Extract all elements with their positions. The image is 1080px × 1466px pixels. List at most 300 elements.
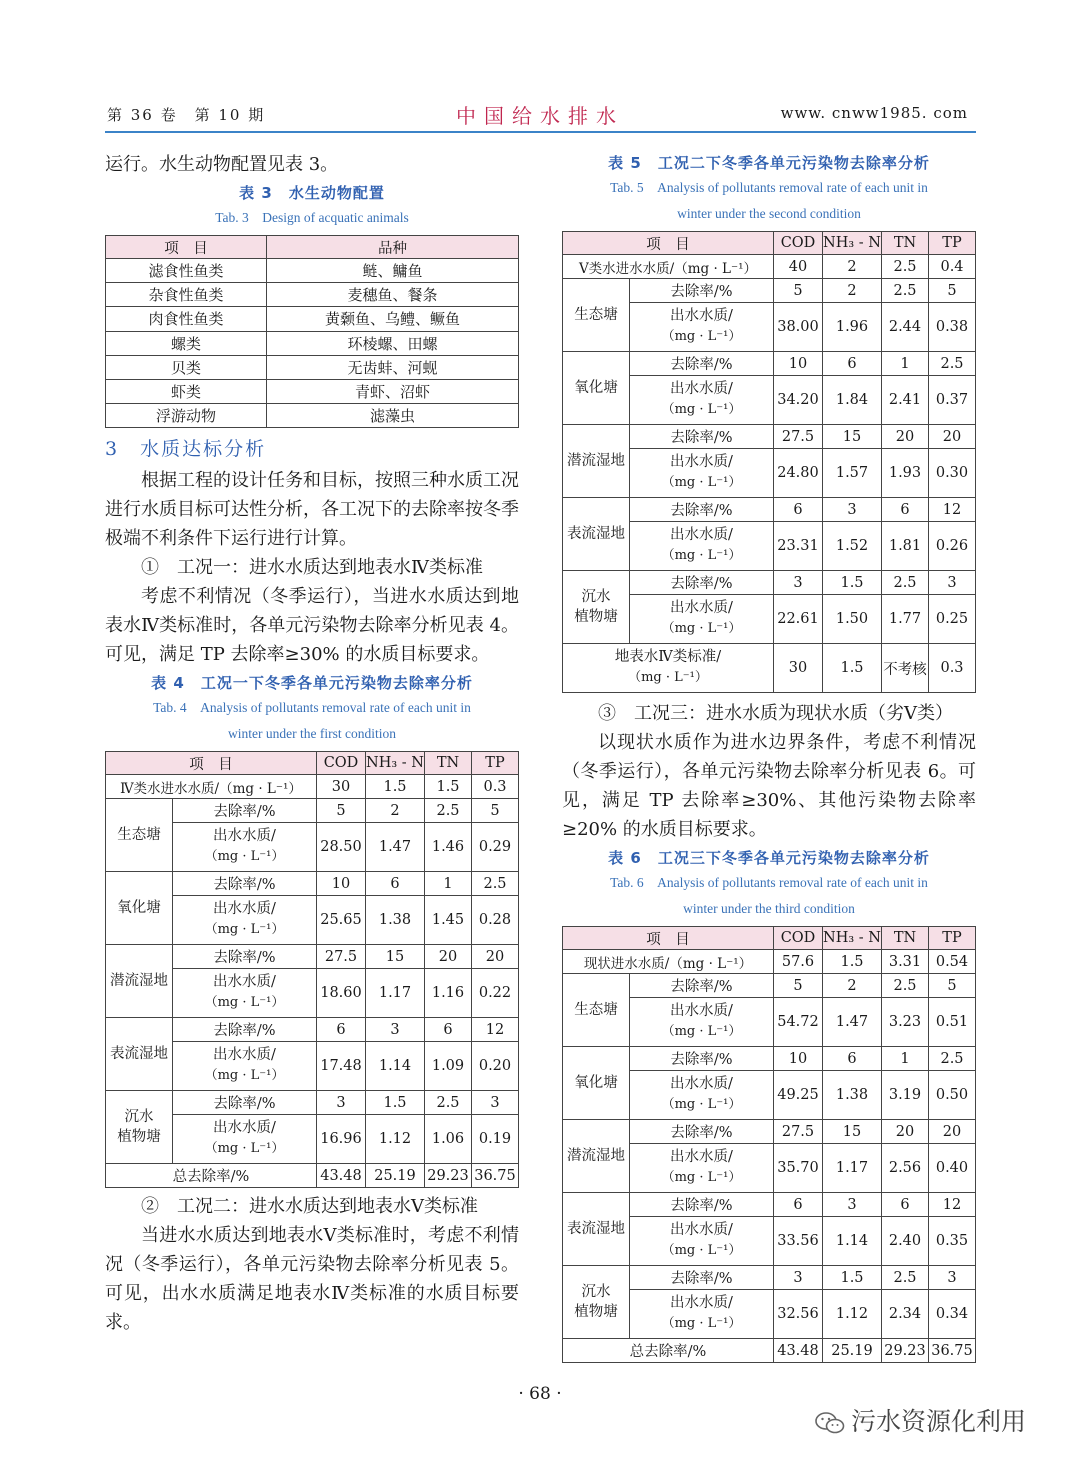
table-cell: 27.5 [774,425,823,449]
table-cell: 去除率/% [173,1018,317,1042]
table-cell: 1.5 [823,571,882,595]
effluent-label: 出水水质/ [670,1003,733,1019]
effluent-unit: （mg · L⁻¹） [204,922,285,938]
table-cell [630,1144,774,1193]
section-heading: 3 水质达标分析 [105,438,267,461]
table-header: TP [929,232,976,255]
table-cell: 1.09 [425,1042,472,1091]
table-cell: 0.40 [929,1144,976,1193]
table-cell: 贝类 [106,355,267,379]
table-cell: 滤食性鱼类 [106,259,267,283]
page-number: · 68 · [518,1384,562,1404]
effluent-label: 出水水质/ [670,1149,733,1165]
effluent-label: 出水水质/ [670,381,733,397]
table-cell: 去除率/% [630,1047,774,1071]
table-cell: 黄颡鱼、乌鳢、鳜鱼 [267,307,519,331]
table-cell: 6 [366,872,425,896]
table-cell: 总去除率/% [563,1339,774,1363]
table-row [563,352,976,376]
table-cell: 3 [774,1266,823,1290]
paragraph: 考虑不利情况（冬季运行），当进水水质达到地表水Ⅳ类标准时，各单元污染物去除率分析见表 4。可见，满足 TP 去除率≥30% 的水质目标要求。 [105,586,519,666]
table-cell [630,595,774,644]
table-cell: 1 [425,872,472,896]
table-cell: 1.52 [823,522,882,571]
table-cell: 24.80 [774,449,823,498]
table-cell: 0.37 [929,376,976,425]
effluent-label: 出水水质/ [670,600,733,616]
table-cell: 1.81 [882,522,929,571]
effluent-label: 出水水质/ [670,1295,733,1311]
table-header: TN [882,927,929,950]
table-cell: 10 [774,352,823,376]
table-row [106,379,519,403]
table-header: COD [774,927,823,950]
table-cell: 1.5 [823,950,882,974]
table-cell: 去除率/% [630,425,774,449]
unit-name: 潜流湿地 [563,425,630,498]
std-label: 地表水Ⅳ类标准/ [614,649,722,665]
table-cell: 1 [882,1047,929,1071]
table-row [563,571,976,595]
table-cell: 2.56 [882,1144,929,1193]
effluent-unit: （mg · L⁻¹） [661,1170,742,1185]
table-row [106,1164,519,1188]
table-cell: 0.26 [929,522,976,571]
table-cell: 3 [317,1091,366,1115]
table-row [563,1266,976,1290]
effluent-label: 出水水质/ [213,1120,276,1137]
table-row [563,1120,976,1144]
table-row [563,1339,976,1363]
table-cell: 1.12 [823,1290,882,1339]
table-cell [173,823,317,872]
table-cell [173,969,317,1018]
table-row [563,974,976,998]
table-cell: 3.19 [882,1071,929,1120]
table-cell: 10 [774,1047,823,1071]
table-cell [630,303,774,352]
effluent-label: 出水水质/ [213,901,276,918]
table-cell: 0.54 [929,950,976,974]
table-cell: 去除率/% [630,1120,774,1144]
table-cell: 6 [317,1018,366,1042]
table-cell: 去除率/% [630,352,774,376]
table-cell: 25.19 [366,1164,425,1188]
unit-name: 表流湿地 [563,1193,630,1266]
table-cell: 18.60 [317,969,366,1018]
effluent-label: 出水水质/ [213,828,276,845]
table-cell: 去除率/% [630,279,774,303]
table4-caption: 表 4 工况一下冬季各单元污染物去除率分析 [151,674,473,693]
table-header: TN [882,232,929,255]
table-header: NH₃ - N [823,927,882,950]
table-cell: 1.84 [823,376,882,425]
table-cell [563,644,774,693]
table-cell: 49.25 [774,1071,823,1120]
table-cell: 滤藻虫 [267,404,519,428]
table-cell: 23.31 [774,522,823,571]
table-cell: 30 [317,775,366,799]
unit-name: 表流湿地 [563,498,630,571]
effluent-unit: （mg · L⁻¹） [204,1068,285,1084]
table-cell: 1.47 [366,823,425,872]
effluent-label: 出水水质/ [213,974,276,991]
table-cell [630,1217,774,1266]
table-cell: 25.19 [823,1339,882,1363]
table-cell: 32.56 [774,1290,823,1339]
table-cell: 0.50 [929,1071,976,1120]
effluent-unit: （mg · L⁻¹） [661,1097,742,1112]
table-cell: 20 [929,425,976,449]
table-cell: 无齿蚌、河蚬 [267,355,519,379]
table-cell: 0.25 [929,595,976,644]
table-cell: 29.23 [882,1339,929,1363]
table-cell: 15 [823,1120,882,1144]
table-cell: 20 [472,945,519,969]
table-cell: 33.56 [774,1217,823,1266]
table-cell: 2.5 [425,799,472,823]
table-cell: 虾类 [106,379,267,403]
table-cell [630,1290,774,1339]
table-row [106,775,519,799]
table-cell: 青虾、沼虾 [267,379,519,403]
table-cell: 29.23 [425,1164,472,1188]
table4-caption-en: winter under the first condition [228,726,396,742]
effluent-unit: （mg · L⁻¹） [661,1024,742,1039]
table-cell: 20 [929,1120,976,1144]
table3-caption-en: Tab. 3 Design of acquatic animals [215,210,409,225]
effluent-unit: （mg · L⁻¹） [661,402,742,417]
table-cell: 6 [425,1018,472,1042]
table-cell: 5 [774,279,823,303]
table-cell: 27.5 [317,945,366,969]
table-cell [630,998,774,1047]
table-cell: 去除率/% [173,1091,317,1115]
table-cell: 现状进水水质/（mg · L⁻¹） [563,950,774,974]
table-cell: 20 [425,945,472,969]
table3 [105,235,519,428]
table-cell: 3 [472,1091,519,1115]
table6-caption-en: Tab. 6 Analysis of pollutants removal rate of each unit in [610,875,928,890]
table-row [106,283,519,307]
table6-caption-en: winter under the third condition [683,901,855,916]
table-cell: 去除率/% [630,1266,774,1290]
journal-url: www. cnww1985. com [780,104,968,122]
table-cell: 30 [774,644,823,693]
table-cell: 27.5 [774,1120,823,1144]
table-cell: 肉食性鱼类 [106,307,267,331]
wechat-icon [815,1411,845,1435]
table-cell: 0.29 [472,823,519,872]
table-cell: 1.38 [823,1071,882,1120]
table-cell: 5 [929,279,976,303]
table-cell: 3 [774,571,823,595]
table-cell: 1.5 [425,775,472,799]
effluent-unit: （mg · L⁻¹） [204,1141,285,1157]
table-cell: 34.20 [774,376,823,425]
table-cell: 36.75 [472,1164,519,1188]
table3-caption: 表 3 水生动物配置 [239,184,385,202]
table-row [106,872,519,896]
table5 [562,231,976,693]
effluent-unit: （mg · L⁻¹） [204,995,285,1011]
table-cell: 20 [882,425,929,449]
table-cell: 杂食性鱼类 [106,283,267,307]
table-cell: 3 [823,1193,882,1217]
table-cell: 3 [823,498,882,522]
table5-caption-en: Tab. 5 Analysis of pollutants removal rate of each unit in [610,180,928,195]
effluent-unit: （mg · L⁻¹） [661,475,742,490]
table-cell: 12 [929,1193,976,1217]
table-row [563,255,976,279]
table-cell: 6 [774,1193,823,1217]
table-cell: 1.46 [425,823,472,872]
table-cell: 去除率/% [630,974,774,998]
table-cell: 5 [317,799,366,823]
table-header: COD [774,232,823,255]
table-cell: 1.45 [425,896,472,945]
table6 [562,926,976,1363]
paragraph: 根据工程的设计任务和目标，按照三种水质工况进行水质目标可达性分析，各工况下的去除率按冬季极端不利条件下运行进行计算。 [105,470,519,550]
table-cell: 6 [823,352,882,376]
table-cell: 0.34 [929,1290,976,1339]
table-row [106,404,519,428]
table-header: NH₃ - N [823,232,882,255]
table-cell: 2.40 [882,1217,929,1266]
unit-name: 生态塘 [106,799,173,872]
table-header: TP [929,927,976,950]
table-cell: 1.47 [823,998,882,1047]
table-header: 项 目 [106,752,317,775]
table-cell: 2 [823,255,882,279]
table-cell: 去除率/% [630,571,774,595]
paragraph: 运行。水生动物配置见表 3。 [105,154,339,175]
table-cell: 0.19 [472,1115,519,1164]
table-cell [630,376,774,425]
table-cell: 2.41 [882,376,929,425]
table-cell: 2.5 [882,571,929,595]
table-row [563,1047,976,1071]
table-cell: 1.5 [823,644,882,693]
unit-name: 氧化塘 [563,1047,630,1120]
table-cell: 1.38 [366,896,425,945]
table-cell: 2.5 [882,974,929,998]
table-cell: 6 [774,498,823,522]
table-cell: 1.50 [823,595,882,644]
table-cell: Ⅴ类水进水水质/（mg · L⁻¹） [563,255,774,279]
table-cell: 3 [929,1266,976,1290]
table-header: TP [472,752,519,775]
table-cell: 0.51 [929,998,976,1047]
table-header: 项 目 [563,927,774,950]
journal-title: 中国给水排水 [456,104,624,128]
table-cell: 6 [882,498,929,522]
table-cell [630,1071,774,1120]
effluent-label: 出水水质/ [670,308,733,324]
table-row [106,1091,519,1115]
table-cell: 35.70 [774,1144,823,1193]
table-cell: 17.48 [317,1042,366,1091]
table-cell: 2.5 [882,1266,929,1290]
table-row [106,945,519,969]
table-cell: 去除率/% [630,498,774,522]
table-cell: 螺类 [106,331,267,355]
table-cell: 2.44 [882,303,929,352]
table-cell: 2.5 [882,255,929,279]
table-cell: 2.5 [929,1047,976,1071]
table-cell: 0.4 [929,255,976,279]
table-cell: 3.31 [882,950,929,974]
table-cell: 5 [472,799,519,823]
table-cell [173,1042,317,1091]
table-cell [173,896,317,945]
table-row [106,1018,519,1042]
table-cell: 麦穗鱼、餐条 [267,283,519,307]
table-cell: 1.5 [366,775,425,799]
effluent-label: 出水水质/ [213,1047,276,1064]
effluent-label: 出水水质/ [670,1222,733,1238]
table-cell: 1.16 [425,969,472,1018]
std-unit: （mg · L⁻¹） [628,670,708,685]
unit-name: 潜流湿地 [563,1120,630,1193]
table-cell: 36.75 [929,1339,976,1363]
table-cell: 12 [472,1018,519,1042]
table-cell: 0.3 [472,775,519,799]
right-column [562,150,976,1363]
table-header: 项 目 [106,236,267,259]
table-cell [173,1115,317,1164]
table-cell: 54.72 [774,998,823,1047]
table-header: COD [317,752,366,775]
effluent-unit: （mg · L⁻¹） [204,849,285,865]
unit-name: 生态塘 [563,974,630,1047]
table5-caption-en: winter under the second condition [677,206,861,221]
header-rule [105,131,976,133]
condition-heading: ② 工况二：进水水质达到地表水Ⅴ类标准 [141,1196,478,1218]
table-cell: 5 [774,974,823,998]
table-cell: 去除率/% [630,1193,774,1217]
table4 [105,751,519,1188]
table-cell: 43.48 [774,1339,823,1363]
table-cell: 6 [823,1047,882,1071]
table-cell: 1.5 [366,1091,425,1115]
table-cell: 2.34 [882,1290,929,1339]
condition-heading: ③ 工况三：进水水质为现状水质（劣Ⅴ类） [598,703,953,724]
paragraph: 以现状水质作为进水边界条件，考虑不利情况（冬季运行），各单元污染物去除率分析见表 6。可见，满足 TP 去除率≥30%、其他污染物去除率≥20% 的水质目标要求。 [562,732,976,840]
table5-caption: 表 5 工况二下冬季各单元污染物去除率分析 [608,154,930,172]
table-cell: 浮游动物 [106,404,267,428]
table4-caption-en: Tab. 4 Analysis of pollutants removal rate of each unit in [153,700,471,716]
table-cell: 16.96 [317,1115,366,1164]
table-cell: 5 [929,974,976,998]
table-cell: 15 [823,425,882,449]
table-row [563,950,976,974]
table-cell: 不考核 [882,644,929,693]
table-cell: 43.48 [317,1164,366,1188]
unit-name: 沉水 植物塘 [563,571,630,644]
table-row [106,259,519,283]
journal-volume: 第 36 卷 第 10 期 [107,106,266,124]
table-cell: 38.00 [774,303,823,352]
table-header: 品种 [267,236,519,259]
table-cell: 2 [823,974,882,998]
table-row [563,279,976,303]
table-cell: 去除率/% [173,872,317,896]
table-row [563,425,976,449]
table-cell: 1.06 [425,1115,472,1164]
unit-name: 潜流湿地 [106,945,173,1018]
table-cell: 22.61 [774,595,823,644]
table-cell: 1.96 [823,303,882,352]
table-cell: 2.5 [425,1091,472,1115]
table-cell: 0.30 [929,449,976,498]
table-row [563,1193,976,1217]
table-cell: 3.23 [882,998,929,1047]
table-cell: 1 [882,352,929,376]
table-cell: 1.57 [823,449,882,498]
table-cell: 1.5 [823,1266,882,1290]
table-header: TN [425,752,472,775]
table-cell: 57.6 [774,950,823,974]
unit-name: 氧化塘 [106,872,173,945]
table-cell: 1.77 [882,595,929,644]
table-cell: 10 [317,872,366,896]
table-cell: 0.3 [929,644,976,693]
table-cell: 6 [882,1193,929,1217]
effluent-unit: （mg · L⁻¹） [661,329,742,344]
table-cell: 去除率/% [173,945,317,969]
table-cell [630,522,774,571]
table-row [563,644,976,693]
effluent-unit: （mg · L⁻¹） [661,621,742,636]
table-cell: 12 [929,498,976,522]
table-cell: 1.17 [366,969,425,1018]
table-cell: 2 [823,279,882,303]
table-cell: 0.20 [472,1042,519,1091]
table-row [106,307,519,331]
table-cell: 1.17 [823,1144,882,1193]
table-cell: 总去除率/% [106,1164,317,1188]
watermark [815,1402,1026,1438]
effluent-label: 出水水质/ [670,1076,733,1092]
effluent-unit: （mg · L⁻¹） [661,1243,742,1258]
left-column [105,150,519,1337]
table-cell: 40 [774,255,823,279]
table-cell: 0.38 [929,303,976,352]
table-cell: 0.28 [472,896,519,945]
table-cell: 2.5 [882,279,929,303]
table-cell: 去除率/% [173,799,317,823]
table-cell: 1.14 [823,1217,882,1266]
paragraph: 当进水水质达到地表水Ⅴ类标准时，考虑不利情况（冬季运行），各单元污染物去除率分析见表 5。可见，出水水质满足地表水Ⅳ类标准的水质目标要求。 [105,1225,519,1334]
table-cell: 1.93 [882,449,929,498]
unit-name: 沉水 植物塘 [563,1266,630,1339]
unit-name: 生态塘 [563,279,630,352]
effluent-unit: （mg · L⁻¹） [661,1316,742,1331]
table-cell: 环棱螺、田螺 [267,331,519,355]
table-row [106,799,519,823]
unit-name: 表流湿地 [106,1018,173,1091]
table-cell: 2 [366,799,425,823]
table-cell [630,449,774,498]
table-cell: 20 [882,1120,929,1144]
unit-name: 沉水 植物塘 [106,1091,173,1164]
table-cell: 28.50 [317,823,366,872]
table-row [563,498,976,522]
condition-heading: ① 工况一：进水水质达到地表水Ⅳ类标准 [141,557,483,579]
table6-caption: 表 6 工况三下冬季各单元污染物去除率分析 [608,849,930,867]
table-cell: 1.12 [366,1115,425,1164]
